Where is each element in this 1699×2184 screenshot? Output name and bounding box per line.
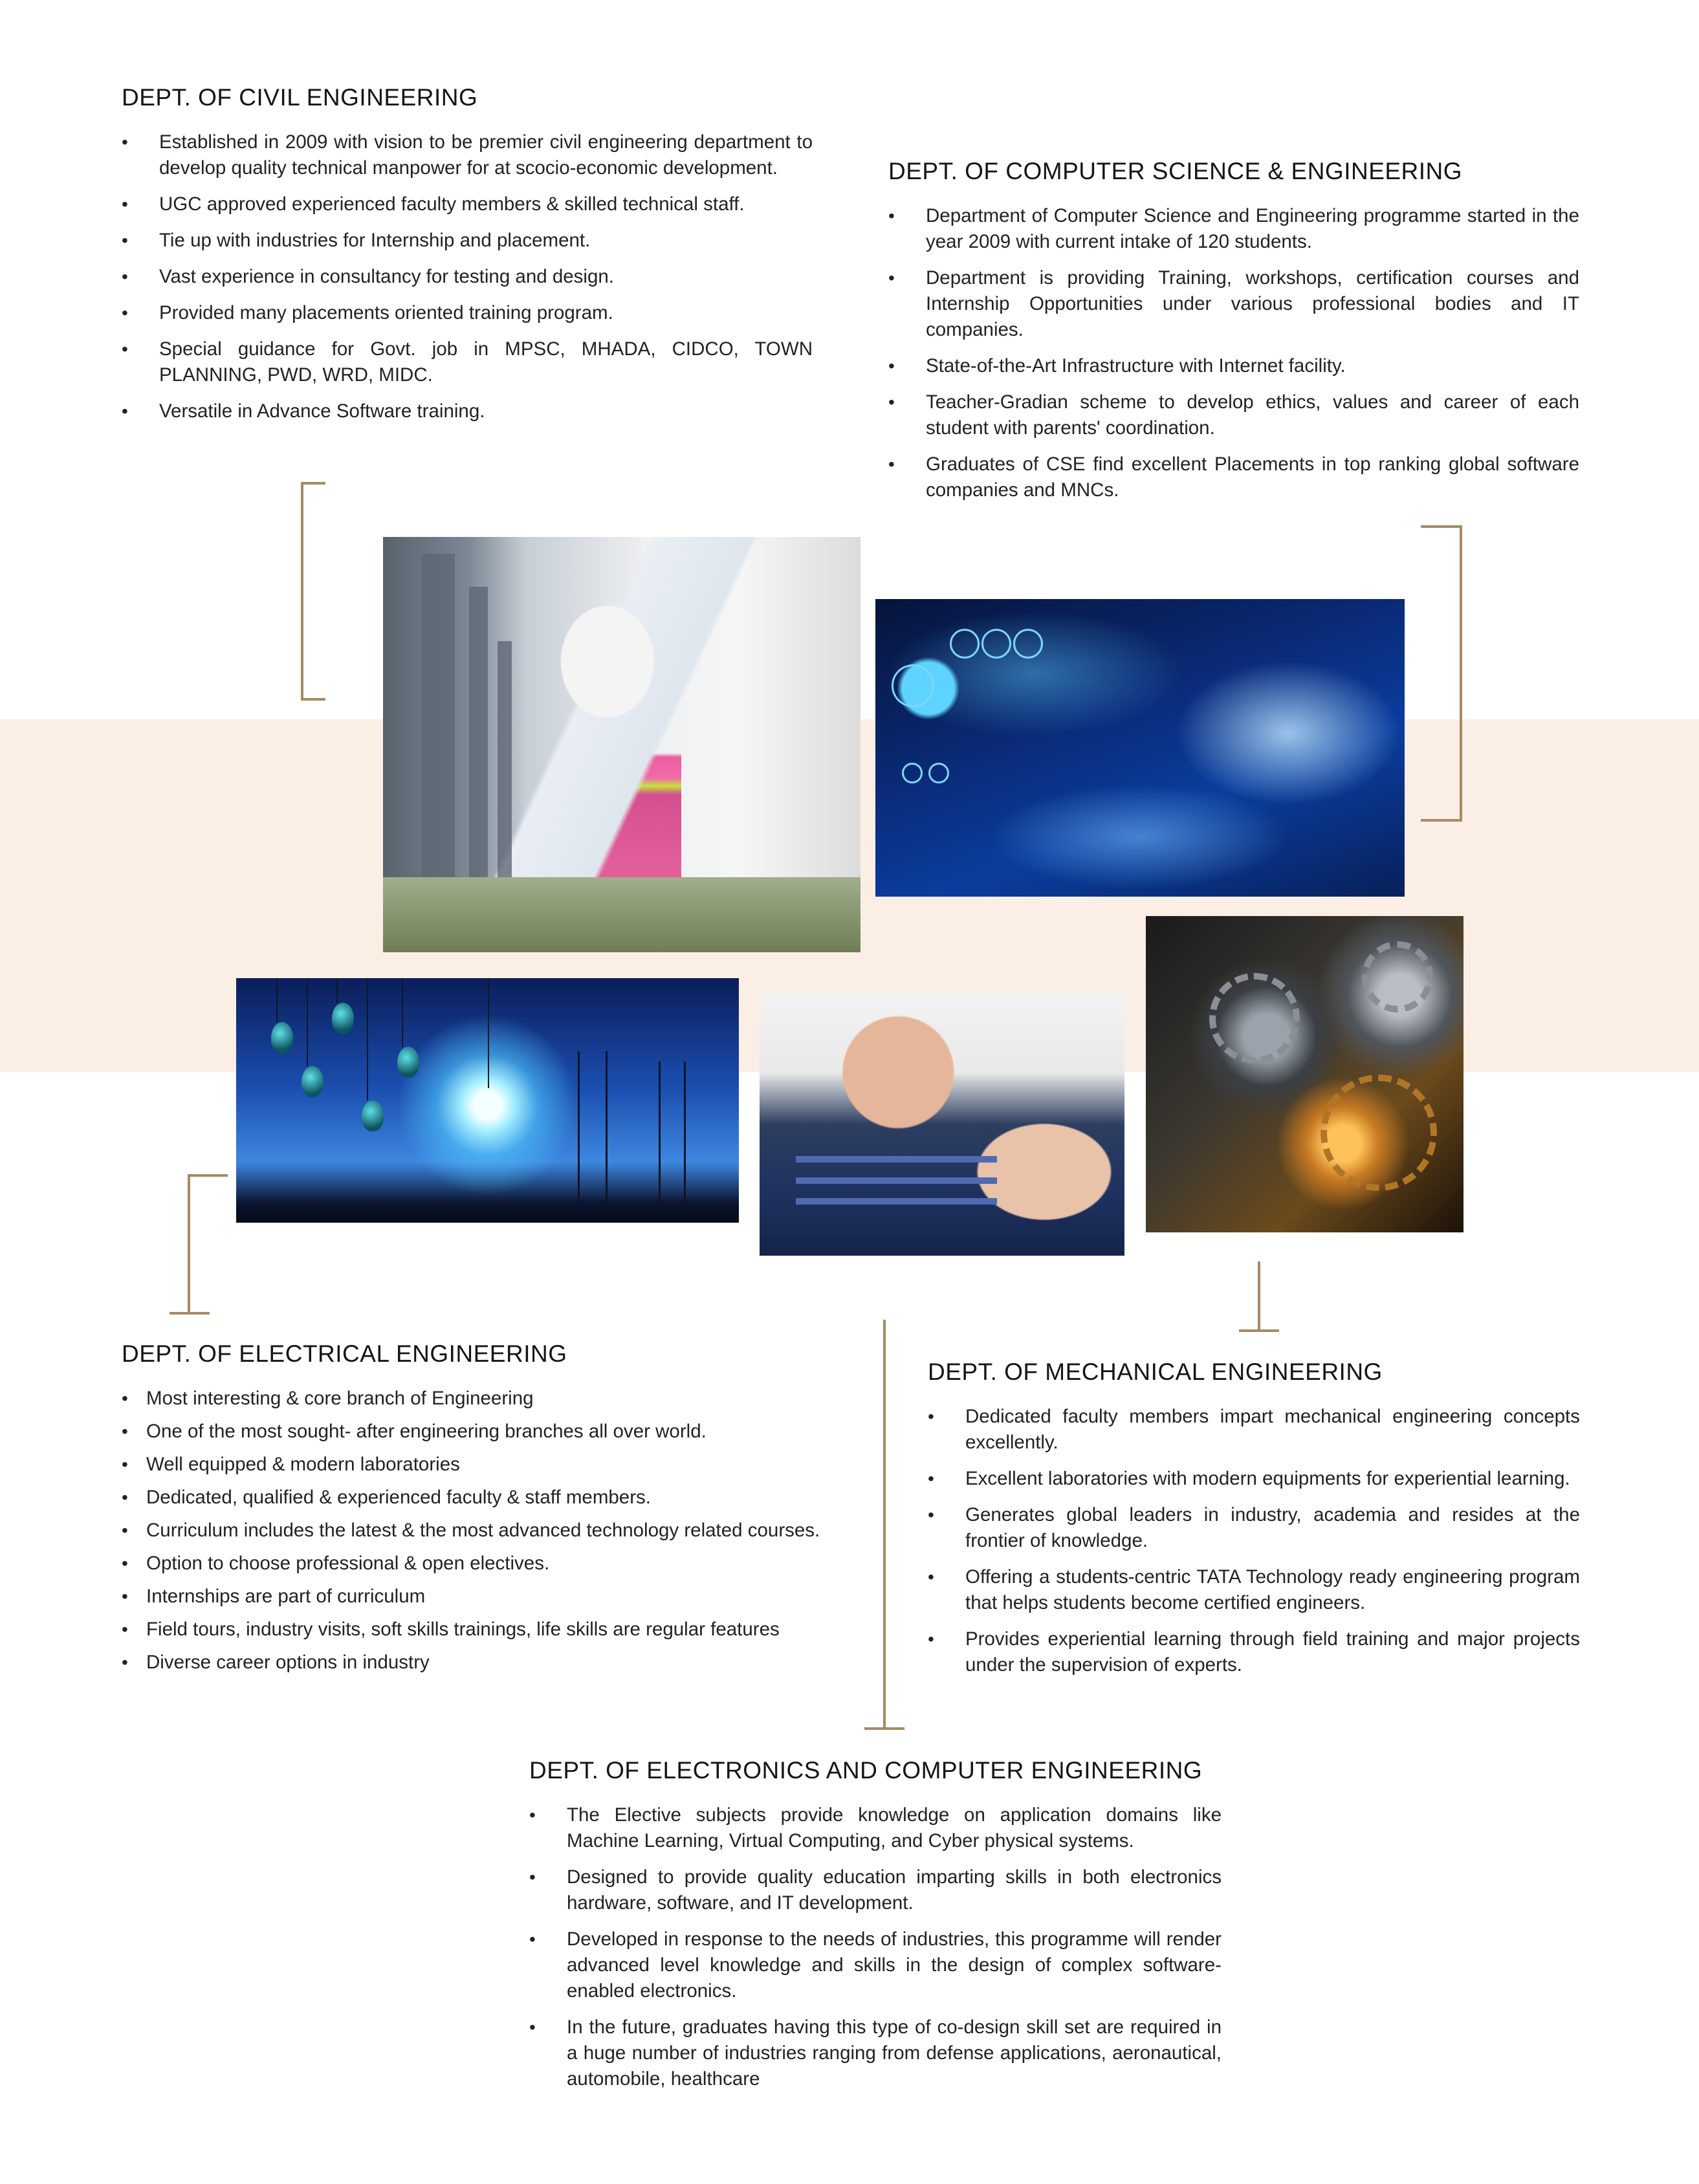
cse-title: DEPT. OF COMPUTER SCIENCE & ENGINEERING xyxy=(888,158,1463,184)
list-item: • Vast experience in consultancy for testing and design. xyxy=(159,264,813,290)
mechanical-connector-foot xyxy=(1239,1329,1279,1332)
civil-list xyxy=(122,129,813,424)
list-item: • Internships are part of curriculum xyxy=(146,1584,822,1610)
list-item: • Field tours, industry visits, soft skills trainings, life skills are regular features xyxy=(146,1617,822,1643)
list-item: • Dedicated faculty members impart mechanical engineering concepts excellently. xyxy=(965,1404,1580,1456)
list-item: • In the future, graduates having this type of co-design skill set are required in a huge number of industries ranging from defense applications, aeronautical, automobile, healthcare xyxy=(567,2015,1222,2092)
list-item: • Dedicated, qualified & experienced faculty & staff members. xyxy=(146,1485,822,1511)
list-item: • Diverse career options in industry xyxy=(146,1650,822,1676)
list-item: • State-of-the-Art Infrastructure with Internet facility. xyxy=(926,353,1579,379)
ece-list xyxy=(529,1802,1222,2092)
list-item: • Option to choose professional & open electives. xyxy=(146,1551,822,1577)
electronics-hardware-photo xyxy=(760,994,1124,1256)
electrical-title: DEPT. OF ELECTRICAL ENGINEERING xyxy=(122,1340,567,1367)
civil-connector xyxy=(301,482,325,701)
electrical-photo xyxy=(236,978,739,1223)
list-item: • Established in 2009 with vision to be premier civil engineering department to develop quality technical manpower for at scocio-economic development. xyxy=(159,129,813,181)
list-item: • Versatile in Advance Software training. xyxy=(159,399,813,424)
electrical-list xyxy=(122,1386,822,1676)
center-connector-foot xyxy=(864,1727,904,1730)
civil-section xyxy=(122,84,813,435)
mechanical-section xyxy=(928,1359,1580,1688)
ece-section xyxy=(529,1757,1222,2102)
civil-engineer-photo xyxy=(383,537,860,952)
list-item: • Teacher-Gradian scheme to develop ethics, values and career of each student with parents' coordination. xyxy=(926,389,1579,441)
electrical-connector xyxy=(188,1174,228,1315)
mechanical-gears-photo xyxy=(1146,916,1463,1232)
list-item: • Graduates of CSE find excellent Placements in top ranking global software companies and MNCs. xyxy=(926,452,1579,503)
list-item: • Well equipped & modern laboratories xyxy=(146,1452,822,1478)
list-item: • Curriculum includes the latest & the most advanced technology related courses. xyxy=(146,1518,822,1544)
mechanical-connector xyxy=(1258,1261,1260,1329)
list-item: • Special guidance for Govt. job in MPSC, MHADA, CIDCO, TOWN PLANNING, PWD, WRD, MIDC. xyxy=(159,336,813,388)
center-connector xyxy=(883,1320,886,1727)
list-item: • Provided many placements oriented training program. xyxy=(159,300,813,326)
list-item: • Department of Computer Science and Engineering programme started in the year 2009 with current intake of 120 students. xyxy=(926,203,1579,255)
cse-connector xyxy=(1421,525,1462,822)
mechanical-list xyxy=(928,1404,1580,1678)
list-item: • Offering a students-centric TATA Technology ready engineering program that helps students become certified engineers. xyxy=(965,1564,1580,1616)
cse-section xyxy=(888,158,1579,514)
list-item: • UGC approved experienced faculty members & skilled technical staff. xyxy=(159,191,813,217)
computer-science-photo xyxy=(875,599,1405,897)
list-item: • Designed to provide quality education imparting skills in both electronics hardware, software, and IT development. xyxy=(567,1864,1222,1916)
list-item: • Most interesting & core branch of Engineering xyxy=(146,1386,822,1412)
ece-title: DEPT. OF ELECTRONICS AND COMPUTER ENGINEERING xyxy=(529,1757,1203,1784)
list-item: • The Elective subjects provide knowledge on application domains like Machine Learning, Virtual Computing, and Cyber physical systems. xyxy=(567,1802,1222,1854)
electrical-section xyxy=(122,1340,822,1683)
list-item: • Generates global leaders in industry, academia and resides at the frontier of knowledge. xyxy=(965,1502,1580,1554)
list-item: • Excellent laboratories with modern equipments for experiential learning. xyxy=(965,1466,1580,1492)
list-item: • One of the most sought- after engineering branches all over world. xyxy=(146,1419,822,1445)
list-item: • Developed in response to the needs of industries, this programme will render advanced level knowledge and skills in the design of complex software-enabled electronics. xyxy=(567,1927,1222,2004)
list-item: • Provides experiential learning through field training and major projects under the supervision of experts. xyxy=(965,1626,1580,1678)
list-item: • Department is providing Training, workshops, certification courses and Internship Opportunities under various professional bodies and IT companies. xyxy=(926,265,1579,343)
mechanical-title: DEPT. OF MECHANICAL ENGINEERING xyxy=(928,1359,1383,1385)
civil-title: DEPT. OF CIVIL ENGINEERING xyxy=(122,84,478,111)
cse-list xyxy=(888,203,1579,503)
electrical-connector-foot xyxy=(170,1312,210,1315)
list-item: • Tie up with industries for Internship and placement. xyxy=(159,228,813,254)
